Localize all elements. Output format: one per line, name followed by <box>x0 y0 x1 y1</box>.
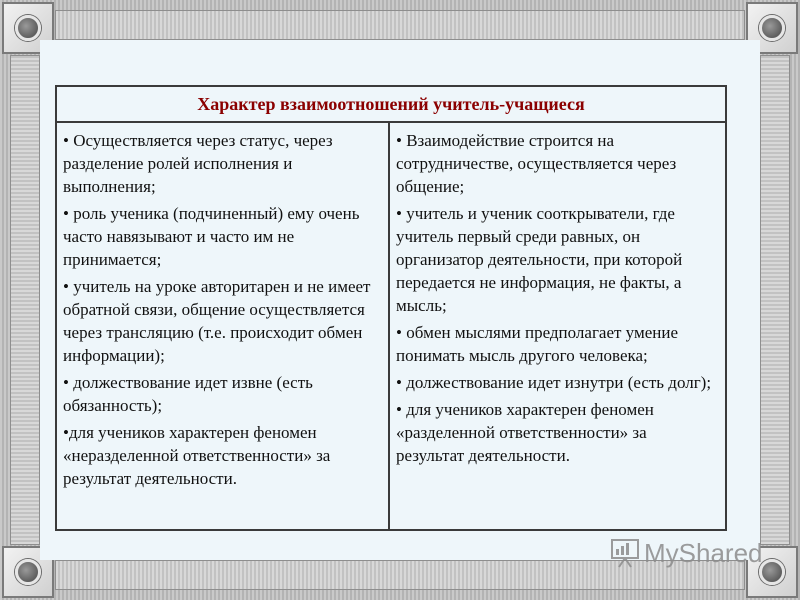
list-item: • Взаимодействие строится на сотрудничестве, осуществляется через общение; <box>396 131 677 196</box>
table-title: Характер взаимоотношений учитель-учащиеся <box>57 87 725 123</box>
bolt-icon <box>15 15 41 41</box>
watermark-text: MyShared <box>644 537 763 568</box>
left-column <box>57 123 390 529</box>
list-item: • роль ученика (подчиненный) ему очень часто навязывают и часто им не принимается; <box>63 204 360 269</box>
watermark <box>610 536 763 570</box>
right-column <box>390 123 725 529</box>
list-item: • для учеников характерен феномен «разделенной ответственности» за результат деятельности. <box>396 400 654 465</box>
bolt-icon <box>15 559 41 585</box>
bolt-icon <box>759 559 785 585</box>
list-item: • должествование идет изнутри (есть долг); <box>396 373 712 392</box>
frame-bar-left <box>10 55 40 545</box>
presentation-board-icon <box>610 537 640 569</box>
comparison-table <box>55 85 727 531</box>
frame-bar-right <box>760 55 790 545</box>
list-item: • должествование идет извне (есть обязанность); <box>63 373 313 415</box>
bolt-icon <box>759 15 785 41</box>
list-item: •для учеников характерен феномен «неразделенной ответственности» за результат деятельности. <box>63 423 331 488</box>
table-body <box>57 123 725 529</box>
list-item: • Осуществляется через статус, через разделение ролей исполнения и выполнения; <box>63 131 333 196</box>
list-item: • обмен мыслями предполагает умение понимать мысль другого человека; <box>396 323 679 365</box>
frame-bar-top <box>55 10 745 40</box>
list-item: • учитель на уроке авторитарен и не имеет обратной связи, общение осуществляется через трансляцию (т.е. происходит обмен информации); <box>63 277 371 365</box>
list-item: • учитель и ученик соoткрыватели, где учитель первый среди равных, он организатор деятельности, при которой передается не информация, не факты, а мысль; <box>396 204 683 315</box>
